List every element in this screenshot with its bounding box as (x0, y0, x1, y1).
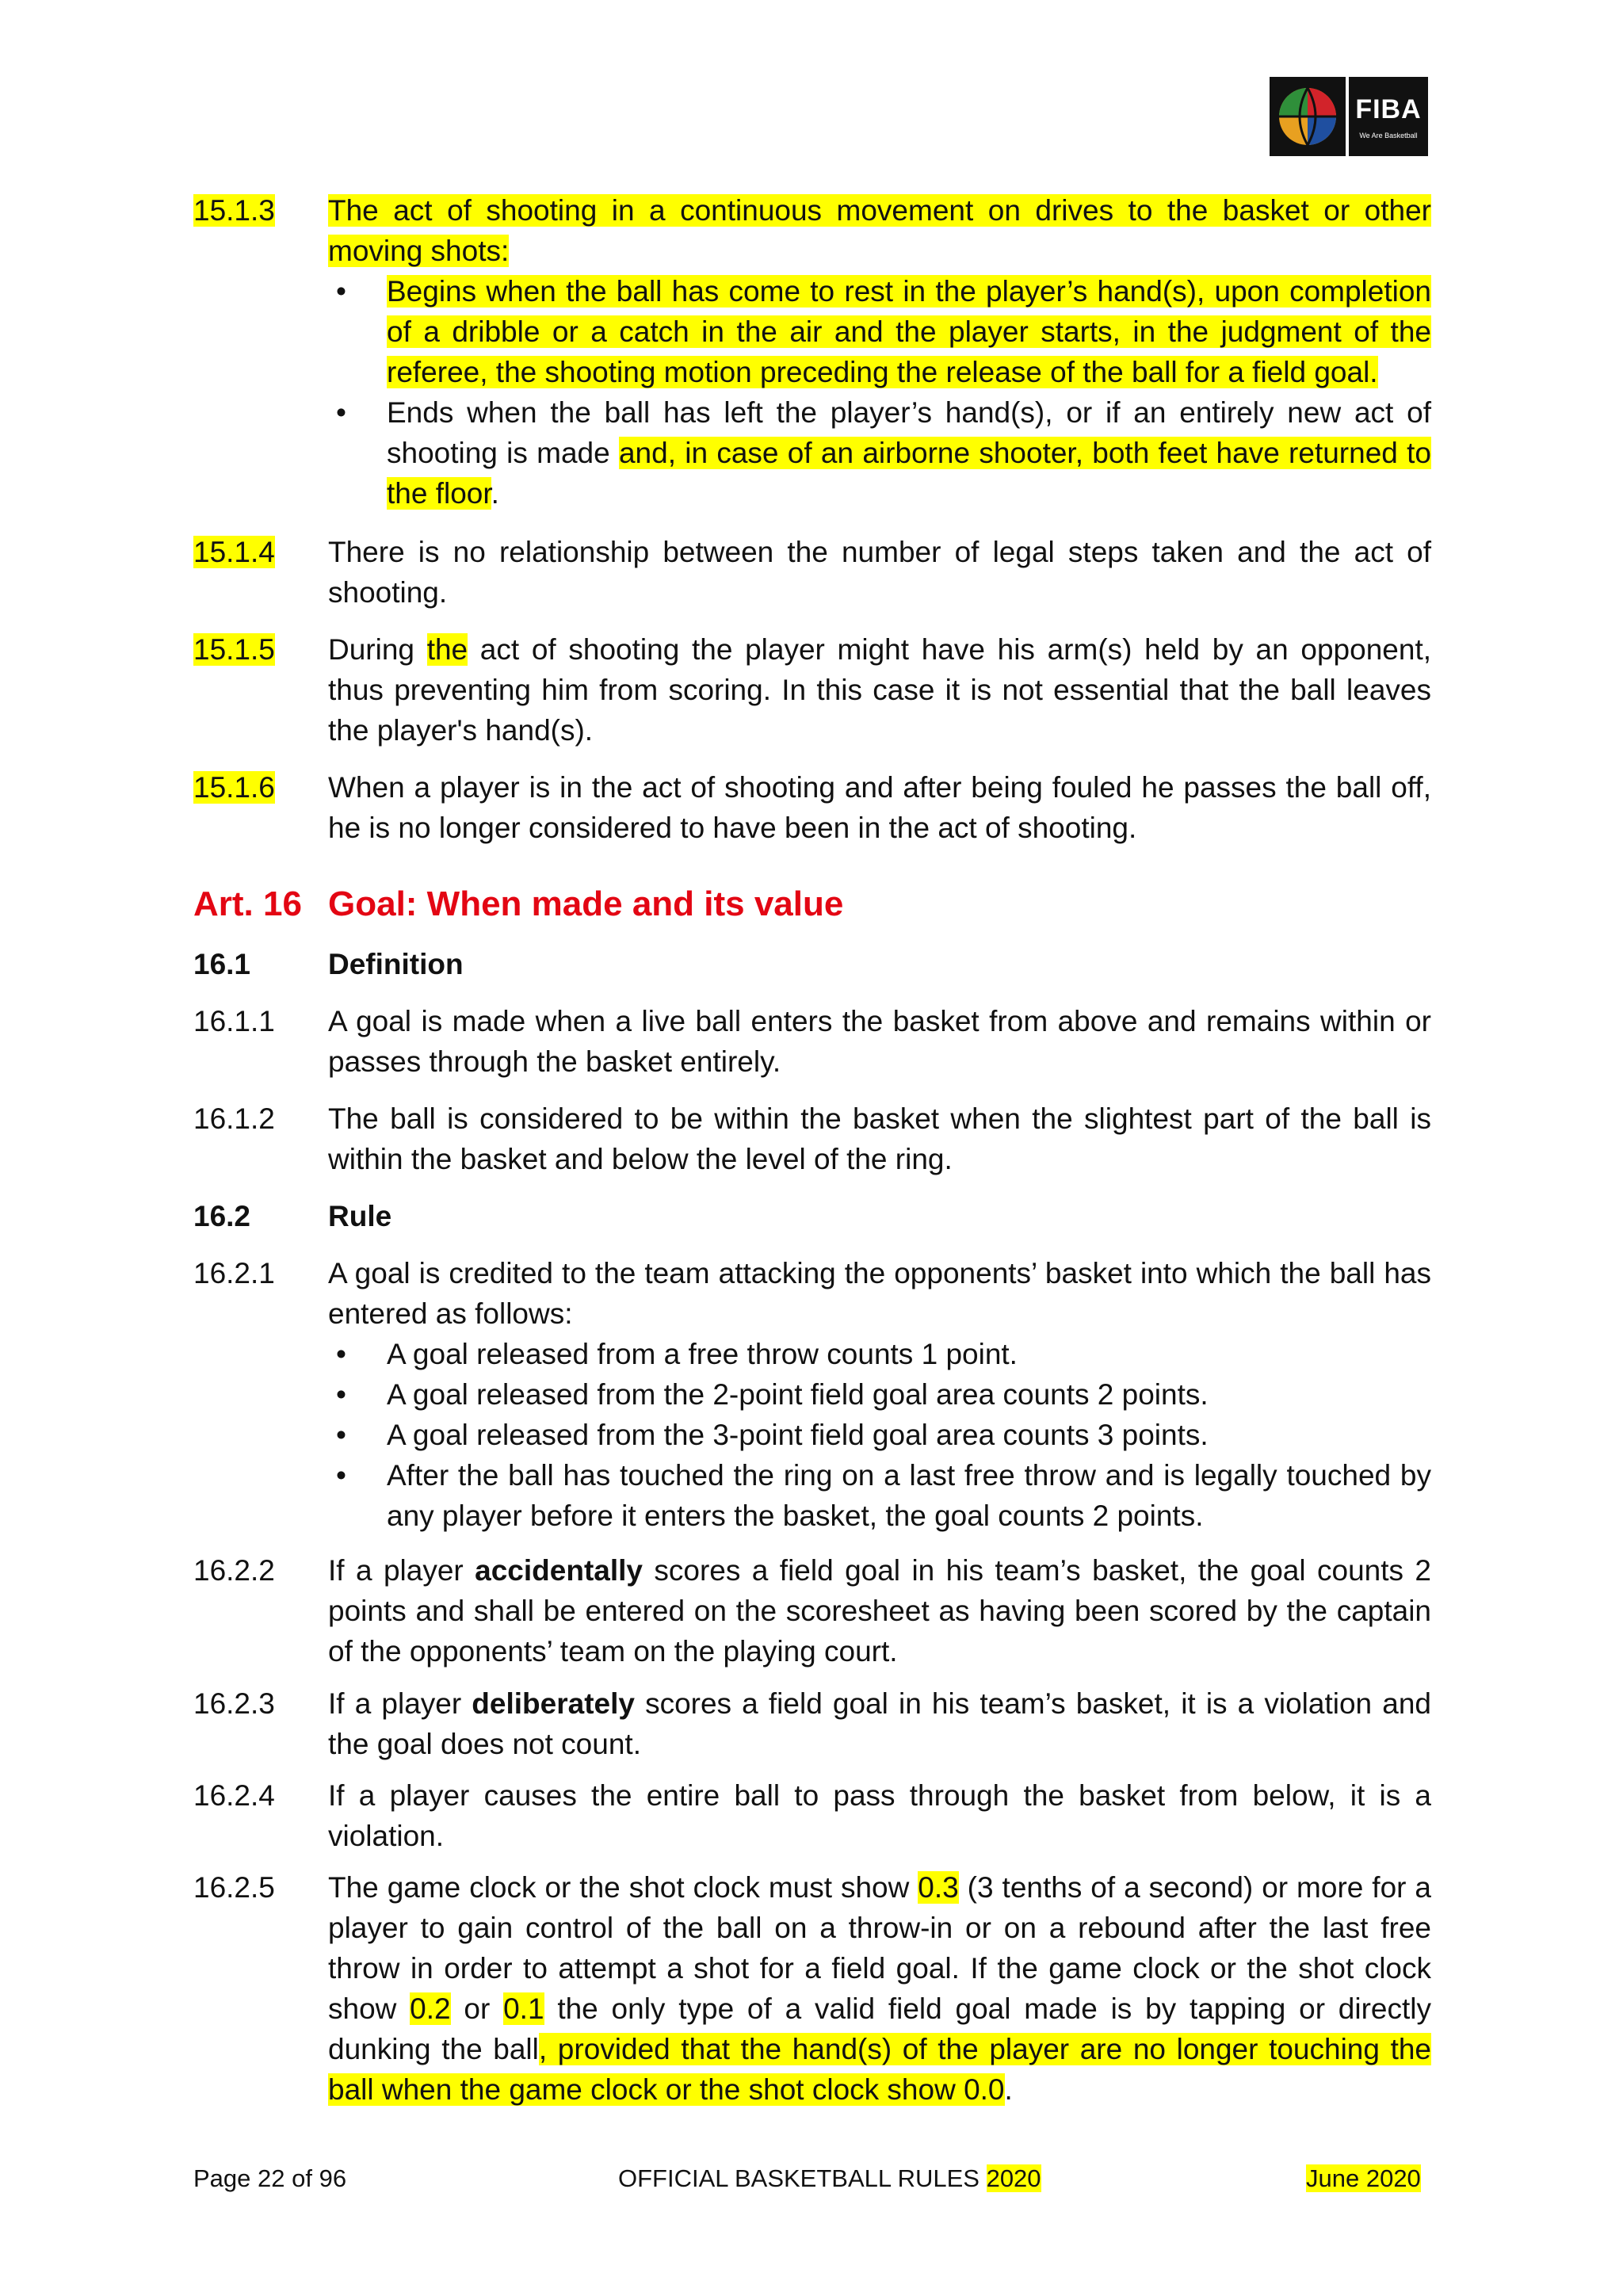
paragraph-part: act of shooting the player might have his arm(s) held by an opponent, thus preventing him from scoring. In this case it is not essential that the ball leaves the player's hand(s). (328, 633, 1432, 747)
list-item-highlight: and, in case of an airborne shooter, both feet have returned to the floor (387, 437, 1431, 510)
section-16-1-heading (193, 944, 1431, 984)
paragraph-part: . (1004, 2073, 1013, 2106)
emphasis: accidentally (475, 1554, 643, 1587)
paragraph-highlight: 0.1 (503, 1992, 544, 2025)
list-item (328, 271, 1431, 392)
list-item-end: . (491, 477, 499, 510)
list-item-text: After the ball has touched the ring on a last free throw and is legally touched by any player before it enters the basket, the goal counts 2 points. (387, 1459, 1431, 1532)
paragraph: There is no relationship between the number of legal steps taken and the act of shooting. (328, 536, 1431, 609)
list-item-text: Begins when the ball has come to rest in the player’s hand(s), upon completion of a dribble or a catch in the air and the player starts, in the judgment of the referee, the shooting motion preceding the release of the ball for a field goal. (387, 275, 1431, 388)
list-item-text: A goal released from the 3-point field goal area counts 3 points. (387, 1419, 1209, 1451)
bullet-list (328, 271, 1431, 514)
paragraph: A goal is made when a live ball enters the basket from above and remains within or passes through the basket entirely. (328, 1005, 1431, 1078)
section-title: Rule (328, 1200, 392, 1232)
article-16-2-1 (193, 1253, 1431, 1536)
bullet-icon: • (336, 1459, 346, 1492)
paragraph: When a player is in the act of shooting and after being fouled he passes the ball off, he is no longer considered to have been in the act of shooting. (328, 771, 1431, 844)
section-number: 16.1 (193, 948, 251, 980)
article-title: Goal: When made and its value (328, 884, 844, 923)
footer-date-text: June 2020 (1306, 2164, 1421, 2192)
section-number: 16.2.1 (193, 1257, 275, 1289)
bullet-list (328, 1334, 1431, 1536)
paragraph-lead: A goal is credited to the team attacking the opponents’ basket into which the ball has entered as follows: (328, 1257, 1431, 1330)
paragraph-highlight: 0.3 (918, 1871, 959, 1904)
section-number: 16.2 (193, 1200, 251, 1232)
section-number: 15.1.5 (193, 633, 275, 666)
paragraph-part: If a player (328, 1554, 475, 1587)
paragraph: The ball is considered to be within the basket when the slightest part of the ball is within the basket and below the level of the ring. (328, 1102, 1431, 1175)
logo-wordmark: FIBA (1355, 94, 1422, 124)
list-item (328, 1334, 1431, 1374)
bullet-icon: • (336, 1419, 346, 1451)
paragraph-part: During (328, 633, 427, 666)
footer-title (618, 2162, 1041, 2195)
section-number: 15.1.6 (193, 771, 275, 804)
article-15-1-3 (193, 190, 1431, 514)
bullet-icon: • (336, 1378, 346, 1411)
section-number: 16.1.1 (193, 1005, 275, 1037)
list-item (328, 392, 1431, 514)
paragraph-part: scores a field goal in his team’s basket, the goal counts 2 points and shall be entered on the scoresheet as having been scored by the captain of the opponents’ team on the playing court. (328, 1554, 1431, 1668)
article-16-2-2 (193, 1550, 1431, 1671)
paragraph-lead: The act of shooting in a continuous movement on drives to the basket or other moving shots: (328, 194, 1431, 267)
emphasis: deliberately (472, 1687, 635, 1720)
article-16-2-3 (193, 1683, 1431, 1764)
paragraph-highlight: , provided that the hand(s) of the player are no longer touching the ball when the game clock or the shot clock show 0.0 (328, 2033, 1432, 2106)
footer-title-text: OFFICIAL BASKETBALL RULES (618, 2164, 987, 2192)
paragraph-part: (3 tenths of a second) or more for a player to gain control of the ball on a throw-in or on a rebound after the last free throw in order to attempt a shot for a field goal. If the game clock or the shot clock show (328, 1871, 1432, 2025)
article-16-1-2 (193, 1098, 1431, 1179)
section-number: 16.2.3 (193, 1687, 275, 1720)
list-item (328, 1415, 1431, 1455)
paragraph-part: The game clock or the shot clock must show (328, 1871, 918, 1904)
section-16-2-heading (193, 1196, 1431, 1236)
logo-tagline: We Are Basketball (1359, 131, 1418, 139)
list-item-text: A goal released from a free throw counts 1 point. (387, 1338, 1018, 1370)
article-number: Art. 16 (193, 884, 302, 923)
bullet-icon: • (336, 275, 346, 308)
paragraph: If a player causes the entire ball to pass through the basket from below, it is a violation. (328, 1779, 1431, 1852)
bullet-icon: • (336, 1338, 346, 1370)
article-15-1-4 (193, 532, 1431, 613)
paragraph-part: If a player (328, 1687, 472, 1720)
section-number: 15.1.4 (193, 536, 275, 568)
paragraph-part: scores a field goal in his team’s basket, it is a violation and the goal does not count. (328, 1687, 1431, 1760)
article-16-heading (193, 881, 1431, 928)
list-item-text: Ends when the ball has left the player’s hand(s), or if an entirely new act of shooting is made (387, 396, 1431, 469)
basketball-icon (1270, 77, 1346, 156)
paragraph-highlight: 0.2 (410, 1992, 451, 2025)
article-16-2-5 (193, 1867, 1431, 2110)
section-title: Definition (328, 948, 464, 980)
section-number: 16.2.5 (193, 1871, 275, 1904)
article-16-1-1 (193, 1001, 1431, 1082)
list-item (328, 1455, 1431, 1536)
list-item-text: A goal released from the 2-point field goal area counts 2 points. (387, 1378, 1209, 1411)
paragraph-part: the only type of a valid field goal made is by tapping or directly dunking the ball (328, 1992, 1432, 2065)
article-16-2-4 (193, 1775, 1431, 1856)
section-number: 16.1.2 (193, 1102, 275, 1135)
bullet-icon: • (336, 396, 346, 429)
footer-year: 2020 (986, 2164, 1041, 2192)
logo-text (1349, 77, 1428, 156)
footer-date (1306, 2162, 1421, 2195)
list-item (328, 1374, 1431, 1415)
fiba-logo (1270, 77, 1428, 156)
article-15-1-5 (193, 629, 1431, 751)
section-number: 16.2.4 (193, 1779, 275, 1812)
footer-page-number: Page 22 of 96 (193, 2164, 347, 2192)
section-number: 15.1.3 (193, 194, 275, 227)
article-15-1-6 (193, 767, 1431, 848)
section-number: 16.2.2 (193, 1554, 275, 1587)
paragraph-highlight: the (426, 633, 468, 666)
paragraph-part: or (450, 1992, 504, 2025)
